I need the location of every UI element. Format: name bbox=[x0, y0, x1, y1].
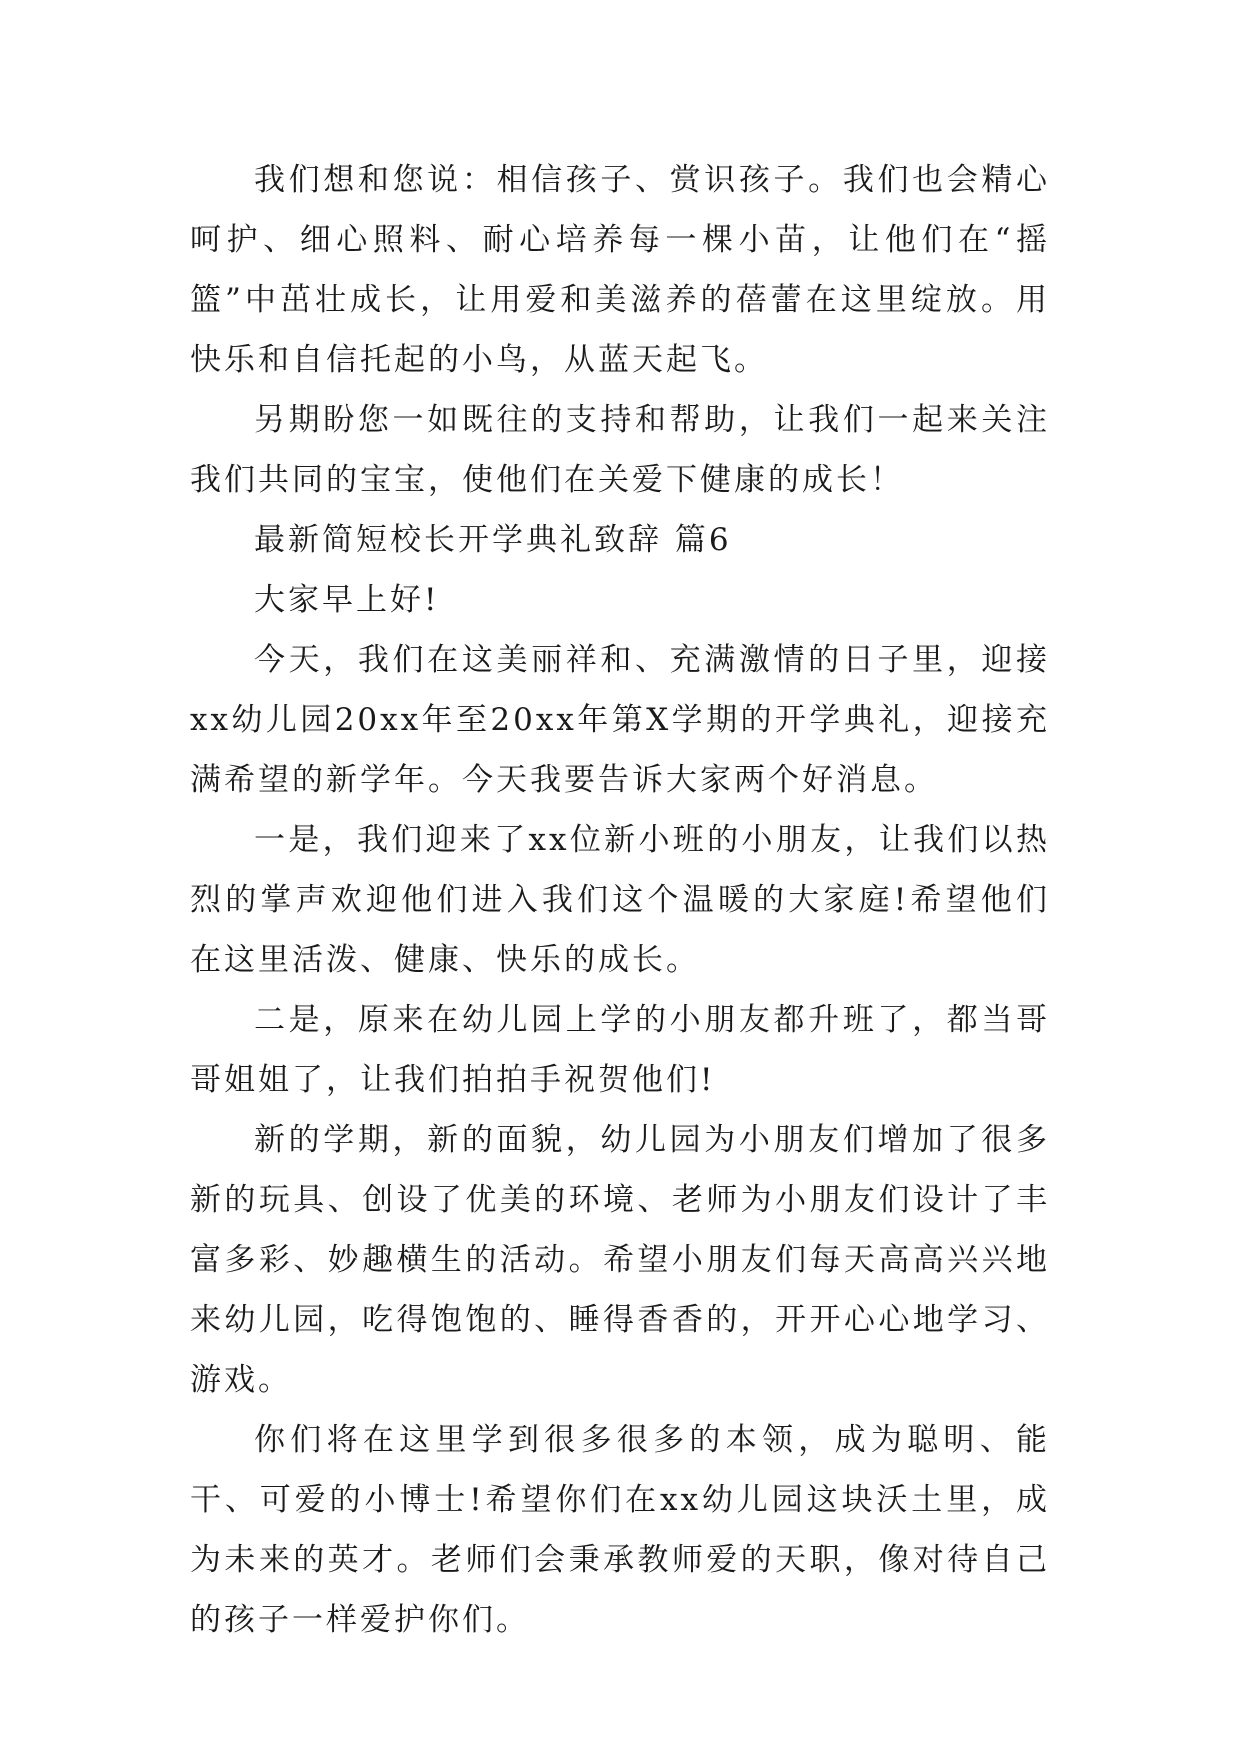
paragraph-closing: 你们将在这里学到很多很多的本领，成为聪明、能干、可爱的小博士!希望你们在xx幼儿园这块沃土里，成为未来的英才。老师们会秉承教师爱的天职，像对待自己的孩子一样爱护你们。 bbox=[190, 1422, 1050, 1638]
document-body bbox=[190, 150, 1050, 1650]
paragraph-intro: 我们想和您说：相信孩子、赏识孩子。我们也会精心呵护、细心照料、耐心培养每一棵小苗，让他们在“摇篮”中茁壮成长，让用爱和美滋养的蓓蕾在这里绽放。用快乐和自信托起的小鸟，从蓝天起飞。 bbox=[190, 162, 1050, 378]
paragraph-new-term: 新的学期，新的面貌，幼儿园为小朋友们增加了很多新的玩具、创设了优美的环境、老师为小朋友们设计了丰富多彩、妙趣横生的活动。希望小朋友们每天高高兴兴地来幼儿园，吃得饱饱的、睡得香香的，开开心心地学习、游戏。 bbox=[190, 1122, 1050, 1398]
section-heading: 最新简短校长开学典礼致辞 篇6 bbox=[254, 522, 732, 558]
paragraph-news-one: 一是，我们迎来了xx位新小班的小朋友，让我们以热烈的掌声欢迎他们进入我们这个温暖的大家庭!希望他们在这里活泼、健康、快乐的成长。 bbox=[190, 822, 1050, 978]
paragraph-support: 另期盼您一如既往的支持和帮助，让我们一起来关注我们共同的宝宝，使他们在关爱下健康的成长！ bbox=[190, 402, 1050, 498]
paragraph-greeting: 大家早上好! bbox=[254, 582, 440, 618]
paragraph-opening: 今天，我们在这美丽祥和、充满激情的日子里，迎接xx幼儿园20xx年至20xx年第X学期的开学典礼，迎接充满希望的新学年。今天我要告诉大家两个好消息。 bbox=[190, 642, 1050, 798]
paragraph-news-two: 二是，原来在幼儿园上学的小朋友都升班了，都当哥哥姐姐了，让我们拍拍手祝贺他们! bbox=[190, 1002, 1050, 1098]
